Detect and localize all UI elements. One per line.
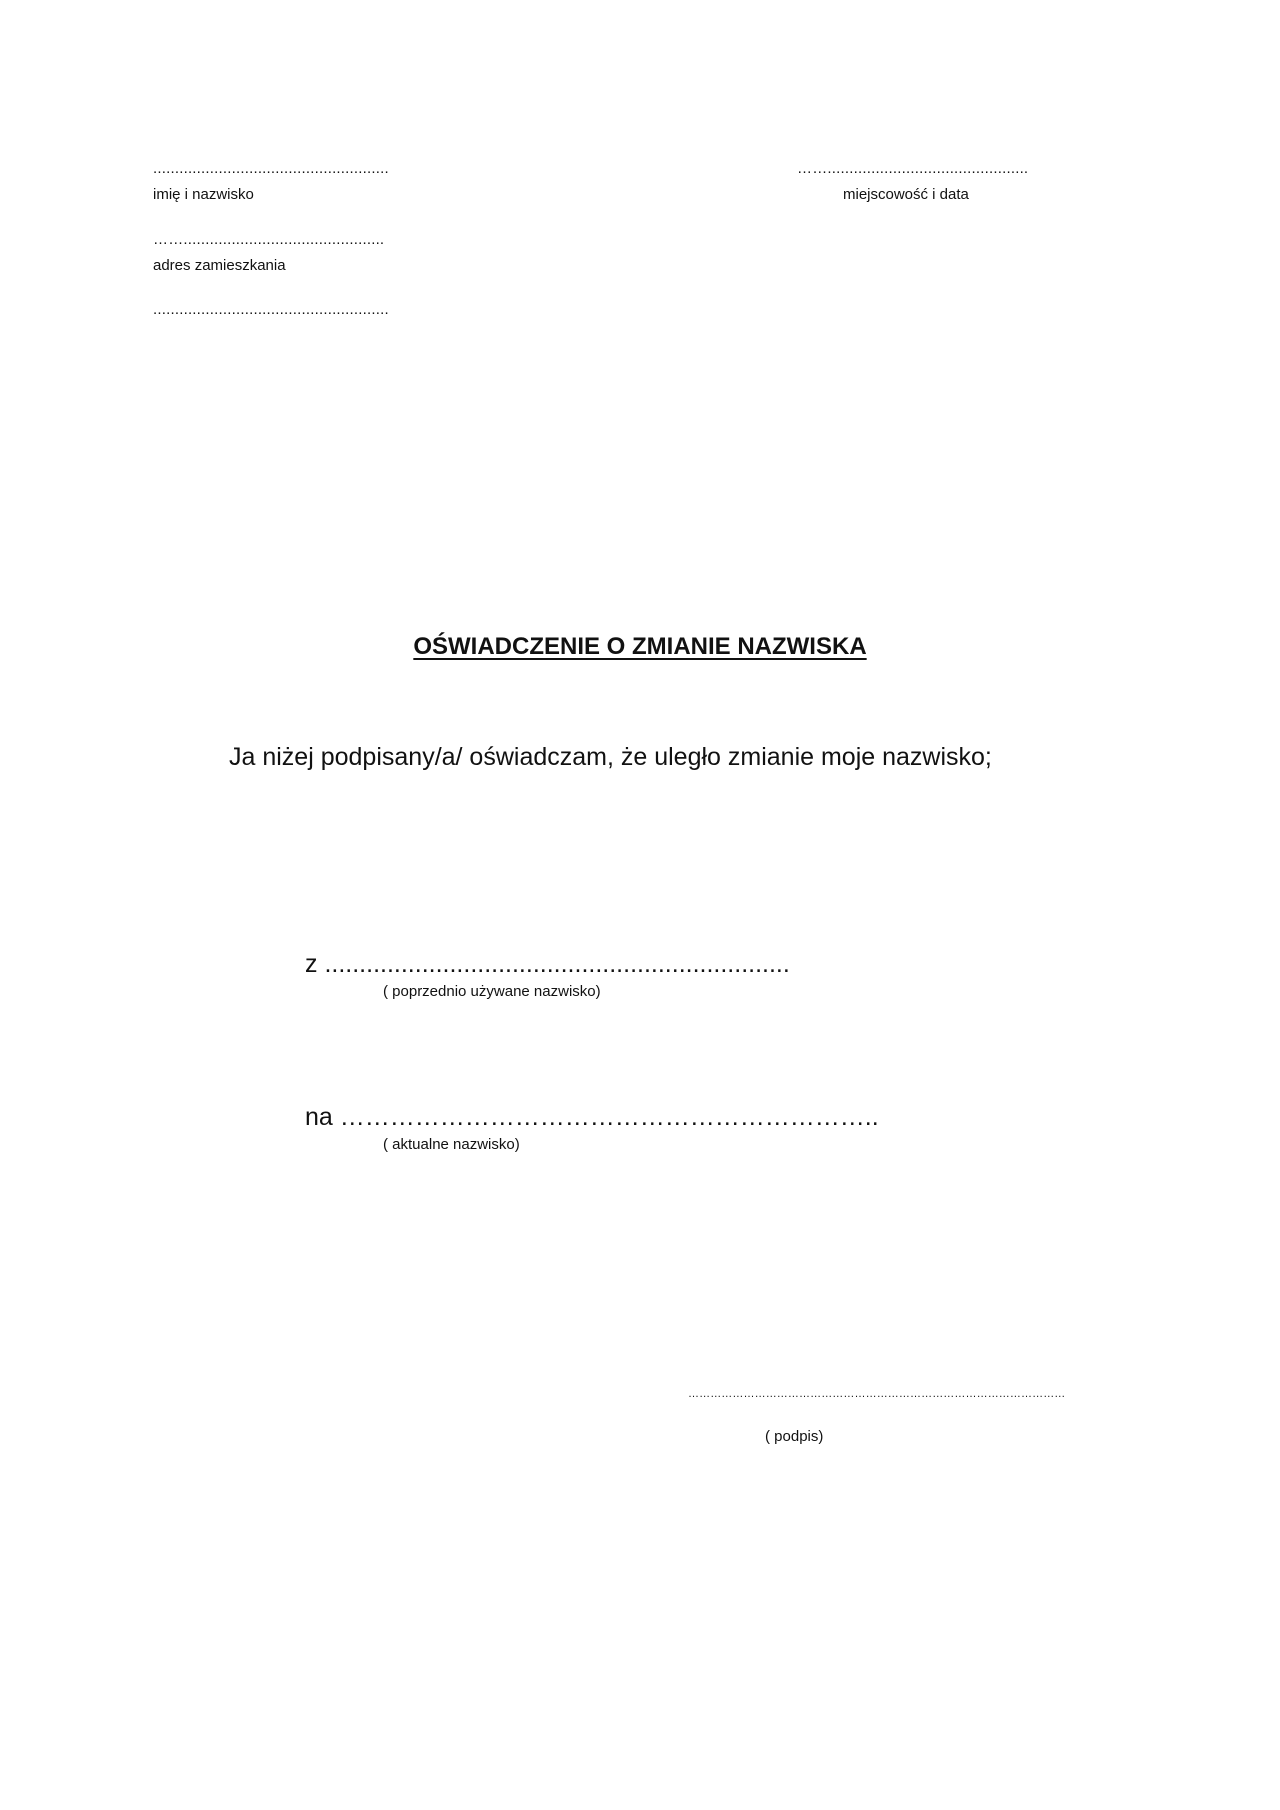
address-field-label: adres zamieszkania [153, 257, 286, 274]
previous-name-prefix: z [305, 950, 318, 978]
current-name-prefix: na [305, 1103, 333, 1131]
signature-label: ( podpis) [765, 1428, 824, 1445]
address-field-line-2[interactable]: ...................................................... [153, 301, 389, 318]
name-field-label: imię i nazwisko [153, 186, 254, 203]
document-title: OŚWIADCZENIE O ZMIANIE NAZWISKA [413, 633, 867, 660]
signature-line[interactable]: ………………………………………………………………………………………… [688, 1388, 1066, 1400]
name-field-line[interactable]: ...................................................... [153, 160, 389, 177]
place-date-field-label: miejscowość i data [843, 186, 969, 203]
current-name-label: ( aktualne nazwisko) [383, 1136, 520, 1153]
current-name-line[interactable] [305, 1103, 879, 1132]
previous-name-dots[interactable]: ................................................................... [324, 950, 790, 978]
previous-name-label: ( poprzednio używane nazwisko) [383, 983, 601, 1000]
previous-name-line[interactable] [305, 950, 790, 979]
statement-text: Ja niżej podpisany/a/ oświadczam, że uległo zmianie moje nazwisko; [229, 743, 992, 771]
current-name-dots[interactable]: ……………………………………………………….. [339, 1103, 879, 1131]
address-field-line-1[interactable]: …….............................................. [153, 231, 385, 248]
place-date-field-line[interactable]: …….............................................. [797, 160, 1029, 177]
